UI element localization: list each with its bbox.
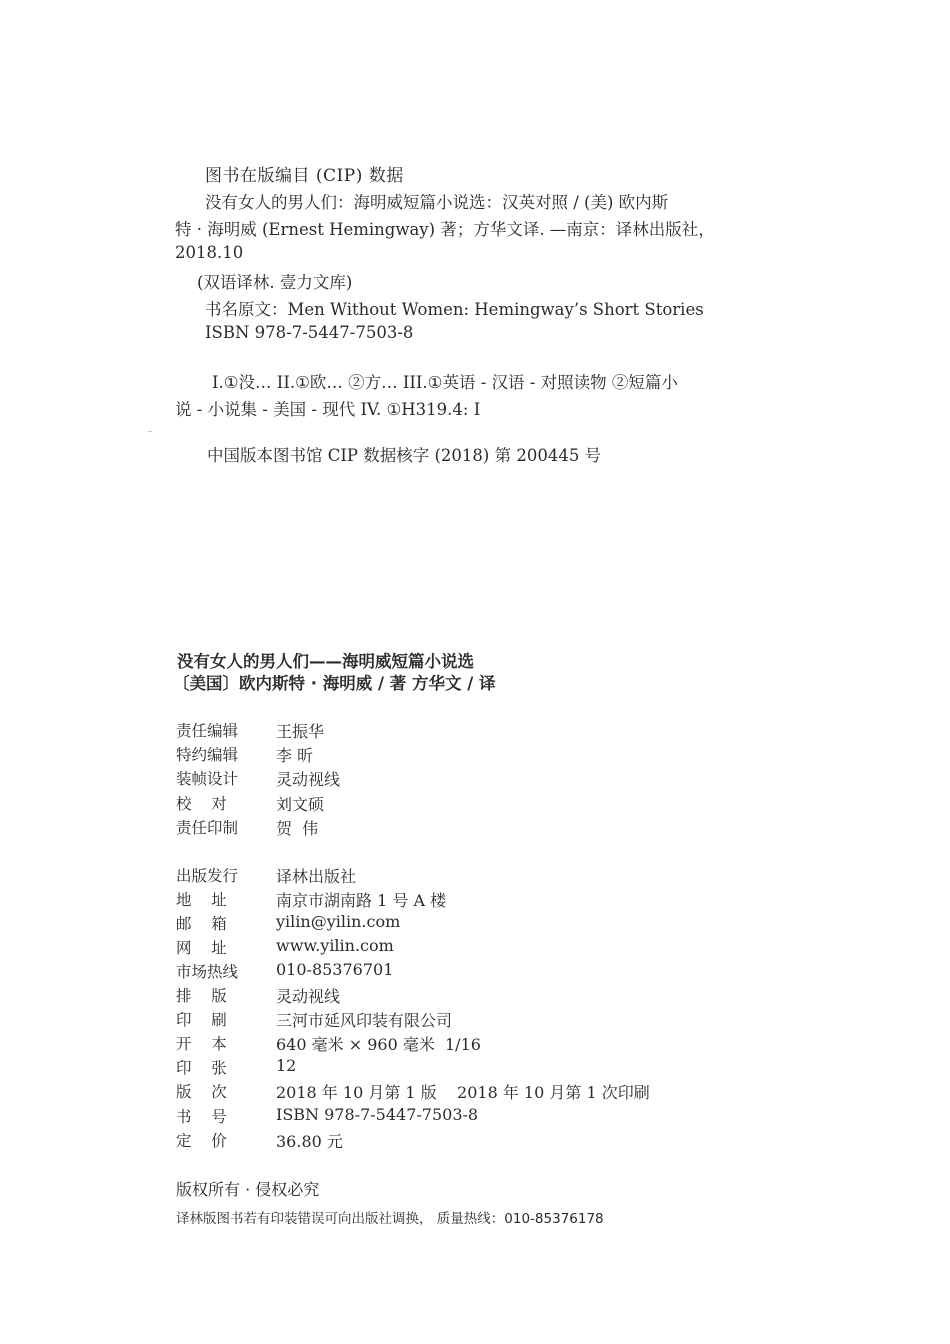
detail-label: 排 版: [176, 987, 227, 1005]
detail-value: 南京市湖南路 1 号 A 楼: [276, 891, 447, 910]
detail-row: [176, 984, 340, 1007]
detail-row: [176, 1129, 343, 1152]
cip-heading: 图书在版编目 (CIP) 数据: [205, 166, 404, 186]
credit-row: [176, 792, 324, 815]
credit-row: [176, 816, 318, 839]
cip-line: 特 · 海明威 (Ernest Hemingway) 著；方华文译. —南京：译林出版社，: [175, 220, 715, 239]
credit-row: [176, 767, 340, 790]
credit-label: 特约编辑: [176, 746, 239, 764]
book-title: 没有女人的男人们——海明威短篇小说选: [177, 652, 474, 671]
detail-label: 版 次: [176, 1083, 227, 1101]
print-speck: [148, 431, 152, 432]
detail-value: 灵动视线: [276, 987, 341, 1006]
credit-row: [176, 719, 324, 742]
cip-line: 没有女人的男人们：海明威短篇小说选：汉英对照 / (美) 欧内斯: [205, 193, 669, 212]
detail-label: 市场热线: [176, 963, 239, 981]
credit-value: 王振华: [276, 722, 325, 741]
credit-value: 刘文硕: [276, 795, 325, 814]
cip-line: ISBN 978-7-5447-7503-8: [205, 323, 414, 342]
cip-line: 中国版本图书馆 CIP 数据核字 (2018) 第 200445 号: [207, 446, 602, 465]
detail-value: ISBN 978-7-5447-7503-8: [276, 1105, 479, 1124]
credit-row: [176, 743, 313, 766]
detail-label: 出版发行: [176, 867, 239, 885]
author-line: 〔美国〕欧内斯特 · 海明威 / 著 方华文 / 译: [173, 674, 496, 693]
detail-row: [176, 1008, 452, 1031]
detail-label: 网 址: [176, 939, 227, 957]
credit-value: 灵动视线: [276, 770, 341, 789]
cip-line: (双语译林. 壹力文库): [197, 273, 353, 292]
credit-label: 责任编辑: [176, 722, 239, 740]
detail-row: [176, 1105, 478, 1127]
detail-row: [176, 1032, 481, 1055]
credit-label: 校 对: [176, 795, 227, 813]
detail-row: [176, 1080, 650, 1103]
detail-value: 2018 年 10 月第 1 版 2018 年 10 月第 1 次印刷: [276, 1083, 650, 1102]
detail-value: www.yilin.com: [276, 936, 394, 955]
quality-hotline-notice: 译林版图书若有印装错误可向出版社调换， 质量热线：010-85376178: [176, 1211, 604, 1227]
detail-label: 开 本: [176, 1035, 227, 1053]
detail-row: [176, 912, 400, 934]
detail-row: [176, 888, 446, 911]
detail-value: 12: [276, 1056, 297, 1075]
detail-value: 640 毫米 × 960 毫米 1/16: [276, 1035, 481, 1054]
detail-label: 印 刷: [176, 1011, 227, 1029]
detail-label: 书 号: [176, 1108, 227, 1126]
detail-label: 邮 箱: [176, 915, 227, 933]
detail-value: 36.80 元: [276, 1132, 343, 1151]
detail-label: 地 址: [176, 891, 227, 909]
cip-line: I.①没… II.①欧… ②方… III.①英语 - 汉语 - 对照读物 ②短篇小: [212, 373, 678, 392]
detail-row: [176, 960, 393, 982]
cip-line: 说 - 小说集 - 美国 - 现代 IV. ①H319.4: I: [175, 400, 481, 419]
detail-value: 010-85376701: [276, 960, 394, 979]
detail-label: 定 价: [176, 1132, 227, 1150]
detail-row: [176, 1056, 296, 1078]
cip-line: 书名原文：Men Without Women: Hemingway’s Short Stories: [205, 300, 704, 319]
credit-label: 装帧设计: [176, 770, 239, 788]
detail-value: 译林出版社: [276, 867, 357, 886]
detail-value: 三河市延风印装有限公司: [276, 1011, 453, 1030]
credit-value: 李 昕: [276, 746, 314, 765]
detail-row: [176, 864, 356, 887]
credit-label: 责任印制: [176, 819, 239, 837]
detail-label: 印 张: [176, 1059, 227, 1077]
copyright-notice: 版权所有 · 侵权必究: [176, 1180, 320, 1199]
detail-row: [176, 936, 394, 958]
cip-line: 2018.10: [175, 243, 244, 262]
credit-value: 贺 伟: [276, 819, 319, 838]
detail-value: yilin@yilin.com: [276, 912, 401, 931]
